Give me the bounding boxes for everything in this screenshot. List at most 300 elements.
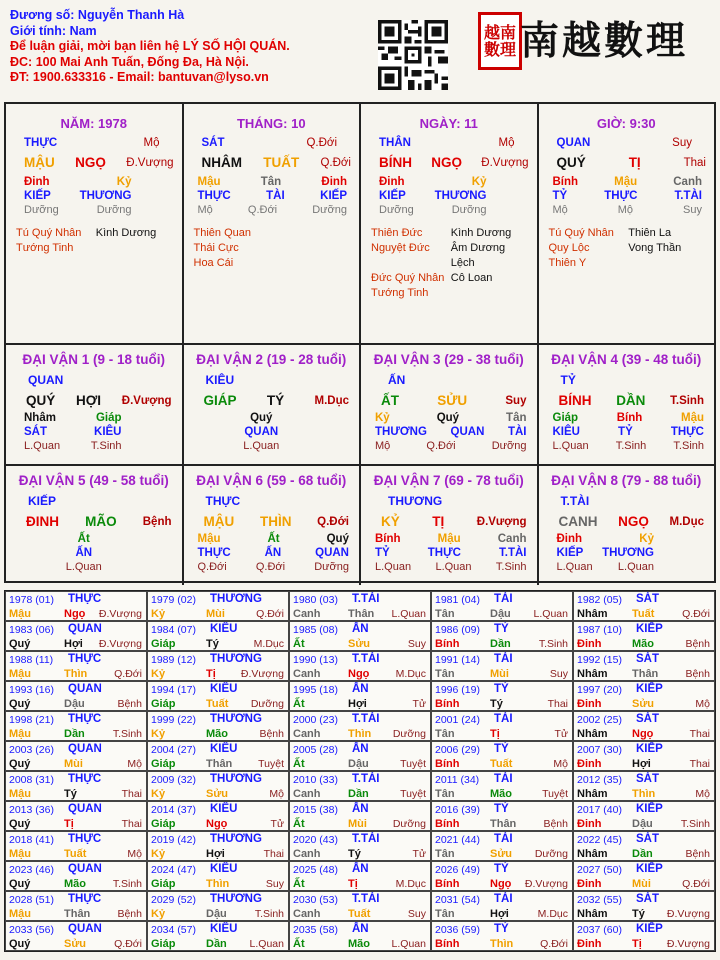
- year-cell: [147, 621, 289, 651]
- year-ten-god: QUAN: [68, 803, 102, 815]
- year-stage: Mộ: [269, 788, 284, 800]
- year-stage: Mộ: [695, 788, 710, 800]
- year-label: 1983 (06): [9, 624, 54, 636]
- hidden-stage: Q.Đới: [197, 561, 227, 573]
- year-ten-god: QUAN: [68, 623, 102, 635]
- year-branch: Sửu: [64, 938, 87, 950]
- hidden-god: THỰC: [427, 547, 461, 559]
- year-stem: Đinh: [577, 938, 602, 950]
- dai-van-stem-branch: [539, 393, 715, 408]
- year-cell: [573, 861, 715, 891]
- year-stage: Dưỡng: [392, 818, 426, 830]
- year-label: 2024 (47): [151, 864, 196, 876]
- hidden-stage: Dưỡng: [451, 204, 487, 216]
- hidden-stage: T.Sinh: [673, 440, 704, 452]
- year-ten-god: TỶ: [494, 683, 509, 695]
- year-stage: Bệnh: [117, 698, 142, 710]
- year-stem: Tân: [435, 728, 455, 740]
- year-ten-god: KIÊU: [210, 803, 238, 815]
- year-ten-god: THỰC: [68, 833, 102, 845]
- hidden-god: THƯƠNG: [375, 426, 427, 438]
- hidden-stems: [539, 176, 715, 188]
- year-branch: Tuất: [64, 848, 87, 860]
- year-label: 2036 (59): [435, 924, 480, 936]
- year-label: 2009 (32): [151, 774, 196, 786]
- ten-god-row: [184, 137, 360, 149]
- hidden-stage: T.Sinh: [90, 440, 122, 452]
- hidden-god: ẤN: [75, 547, 93, 559]
- year-label: 2003 (26): [9, 744, 54, 756]
- year-cell: [431, 681, 573, 711]
- hidden-stems: [6, 533, 182, 546]
- year-branch: Tuất: [632, 608, 655, 620]
- year-label: 2019 (42): [151, 834, 196, 846]
- year-ten-god: THƯƠNG: [210, 713, 262, 725]
- year-cell: [5, 651, 147, 681]
- year-cell: [431, 801, 573, 831]
- year-branch: Tý: [632, 908, 645, 920]
- year-label: 1987 (10): [577, 624, 622, 636]
- year-ten-god: KIÊU: [210, 623, 238, 635]
- branch-stage: Đ.Vượng: [126, 156, 174, 169]
- heavenly-stem: QUÝ: [556, 155, 586, 170]
- year-branch: Mùi: [632, 878, 651, 890]
- hidden-stage: Mộ: [617, 204, 634, 216]
- year-branch: Tuất: [490, 758, 513, 770]
- hidden-stage: L.Quan: [435, 561, 472, 573]
- year-ten-god: KIÊU: [210, 683, 238, 695]
- hidden-stage: Mộ: [197, 204, 213, 216]
- year-cell: [289, 831, 431, 861]
- year-ten-god: SÁT: [636, 833, 659, 845]
- year-branch: Tý: [206, 638, 219, 650]
- star-name: Tú Quý Nhân: [16, 227, 82, 239]
- year-stage: Đ.Vượng: [666, 908, 710, 920]
- year-label: 2017 (40): [577, 804, 622, 816]
- star-name: Thiên Y: [548, 257, 587, 269]
- ten-god: QUAN: [556, 137, 591, 149]
- year-branch: Tuất: [206, 698, 229, 710]
- year-stem: Giáp: [151, 698, 176, 710]
- star-name: [273, 241, 349, 256]
- year-stage: Tuyệt: [542, 788, 568, 800]
- year-branch: Hợi: [206, 848, 225, 860]
- year-stem: Bính: [435, 758, 460, 770]
- year-label: 1998 (21): [9, 714, 54, 726]
- earthly-branch: TỊ: [432, 514, 445, 529]
- year-cell: [5, 711, 147, 741]
- year-branch: Mão: [632, 638, 654, 650]
- year-label: 1991 (14): [435, 654, 480, 666]
- dai-van-title: ĐẠI VẬN 6 (59 - 68 tuổi): [196, 473, 347, 488]
- heavenly-stem: KỶ: [381, 514, 400, 529]
- year-ten-god: T.TÀI: [352, 653, 380, 665]
- branch-stage: Bệnh: [142, 515, 172, 528]
- hidden-god: QUAN: [244, 426, 279, 438]
- year-label: 1979 (02): [151, 594, 196, 606]
- year-stem: Mậu: [9, 728, 31, 740]
- year-label: 1985 (08): [293, 624, 338, 636]
- year-cell: [431, 831, 573, 861]
- year-label: 2032 (55): [577, 894, 622, 906]
- year-stage: Tuyệt: [400, 758, 426, 770]
- dai-van-stem-branch: [6, 514, 182, 529]
- year-cell: [573, 921, 715, 951]
- year-branch: Mão: [490, 788, 512, 800]
- year-stage: Thai: [121, 788, 142, 800]
- year-stem: Giáp: [151, 878, 176, 890]
- dai-van-title: ĐẠI VẬN 1 (9 - 18 tuổi): [22, 352, 165, 367]
- year-branch: Tý: [348, 848, 361, 860]
- branch-stage: T.Sinh: [670, 394, 704, 407]
- year-cell: [431, 621, 573, 651]
- year-label: 2034 (57): [151, 924, 196, 936]
- branch-stage: Q.Đới: [317, 515, 349, 528]
- hidden-god: QUAN: [450, 426, 485, 438]
- hidden-god: THƯƠNG: [602, 547, 654, 559]
- year-branch: Tị: [206, 668, 216, 680]
- hidden-gods: [184, 190, 360, 202]
- year-ten-god: TỶ: [494, 623, 509, 635]
- year-cell: [289, 861, 431, 891]
- year-stem: Canh: [293, 728, 321, 740]
- hidden-god: THỰC: [197, 190, 231, 202]
- year-stage: L.Quan: [249, 938, 284, 950]
- year-branch: Dậu: [206, 908, 227, 920]
- year-stage: Mộ: [695, 698, 710, 710]
- year-stem: Kỷ: [151, 728, 166, 740]
- year-branch: Thân: [206, 758, 233, 770]
- hidden-stem: Quý: [436, 412, 460, 424]
- year-stem: Tân: [435, 608, 455, 620]
- year-cell: [5, 921, 147, 951]
- year-ten-god: TỶ: [494, 863, 509, 875]
- hidden-stage: Dưỡng: [96, 204, 132, 216]
- qr-code-icon[interactable]: [378, 20, 448, 90]
- year-cell: [573, 651, 715, 681]
- hidden-stage: Q.Đới: [255, 561, 286, 573]
- dai-van-stem-branch: [6, 393, 182, 408]
- year-stem: Canh: [293, 668, 321, 680]
- year-label: 2031 (54): [435, 894, 480, 906]
- stem-branch-row: [6, 155, 182, 170]
- year-label: 2035 (58): [293, 924, 338, 936]
- hidden-stage: Q.Đới: [426, 440, 456, 452]
- hidden-god: TỶ: [552, 190, 568, 202]
- year-stem: Kỷ: [151, 668, 166, 680]
- year-stem: Tân: [435, 908, 455, 920]
- hidden-stages: [184, 204, 360, 216]
- dai-van-8: [539, 466, 715, 585]
- year-ten-god: THƯƠNG: [210, 593, 262, 605]
- earthly-branch: SỬU: [437, 393, 468, 408]
- year-branch: Mùi: [64, 758, 83, 770]
- year-label: 1989 (12): [151, 654, 196, 666]
- year-cell: [5, 681, 147, 711]
- year-stem: Kỷ: [151, 788, 166, 800]
- pillar-title: GIỜ: 9:30: [596, 116, 656, 131]
- year-stage: Bệnh: [543, 818, 568, 830]
- hidden-stages: [184, 561, 360, 574]
- dai-van-stem-branch: [361, 393, 537, 408]
- year-branch: Tị: [64, 818, 74, 830]
- ten-god: ẤN: [388, 373, 406, 387]
- earthly-branch: NGỌ: [75, 155, 106, 170]
- hidden-stems: [361, 176, 537, 188]
- year-label: 2007 (30): [577, 744, 622, 756]
- year-stage: T.Sinh: [112, 878, 142, 890]
- hidden-god: KIẾP: [320, 190, 347, 202]
- year-stem: Tân: [435, 788, 455, 800]
- hidden-stems: [361, 533, 537, 546]
- year-label: 1997 (20): [577, 684, 622, 696]
- year-stem: Tân: [435, 668, 455, 680]
- star-name: Thiên Quan: [193, 227, 251, 239]
- year-branch: Hợi: [490, 908, 509, 920]
- hidden-stages: [6, 204, 182, 216]
- year-branch: Sửu: [348, 638, 371, 650]
- year-cell: [289, 741, 431, 771]
- year-branch: Tý: [490, 698, 503, 710]
- year-stage: L.Quan: [391, 608, 426, 620]
- stem-branch-row: [184, 155, 360, 170]
- year-stem: Ất: [293, 698, 305, 710]
- dai-van-god: [361, 494, 537, 508]
- year-stem: Quý: [9, 638, 31, 650]
- hidden-stage: L.Quan: [243, 440, 280, 452]
- year-stage: Tuyệt: [400, 788, 426, 800]
- year-stage: Q.Đới: [540, 938, 568, 950]
- year-branch: Dần: [632, 848, 653, 860]
- year-ten-god: TÀI: [494, 713, 513, 725]
- stem-stage: Mộ: [498, 137, 515, 149]
- pillar-title: THÁNG: 10: [236, 116, 306, 131]
- earthly-branch: NGỌ: [618, 514, 649, 529]
- year-cell: [147, 711, 289, 741]
- hidden-stage: Q.Đới: [247, 204, 278, 216]
- year-branch: Thìn: [490, 938, 514, 950]
- year-label: 2004 (27): [151, 744, 196, 756]
- year-stage: Tử: [412, 698, 426, 710]
- year-branch: Dậu: [632, 818, 653, 830]
- star-list: [6, 226, 182, 256]
- year-branch: Hợi: [64, 638, 83, 650]
- hidden-stage: L.Quan: [617, 561, 654, 573]
- year-branch: Hợi: [632, 758, 651, 770]
- year-stem: Kỷ: [151, 908, 166, 920]
- year-stem: Nhâm: [577, 848, 608, 860]
- year-stem: Mậu: [9, 908, 31, 920]
- hidden-stem: Bính: [375, 533, 401, 545]
- hidden-stem: Mậu: [437, 533, 461, 545]
- hidden-stem: Mậu: [614, 176, 638, 188]
- hidden-gods: [539, 547, 715, 560]
- year-stem: Nhâm: [577, 908, 608, 920]
- year-stage: Q.Đới: [256, 608, 284, 620]
- year-cell: [289, 651, 431, 681]
- hidden-stem: Nhâm: [24, 412, 56, 424]
- star-name: [451, 286, 527, 301]
- heavenly-stem: ẤT: [381, 393, 399, 408]
- year-stem: Đinh: [577, 758, 602, 770]
- hidden-god: THỰC: [670, 426, 704, 438]
- hidden-stem: Kỷ: [116, 176, 132, 188]
- year-branch: Mão: [206, 728, 228, 740]
- year-label: 1982 (05): [577, 594, 622, 606]
- star-name: Thiên La: [628, 227, 672, 239]
- year-label: 2020 (43): [293, 834, 338, 846]
- star-name: [628, 256, 704, 271]
- hidden-stage: Dưỡng: [314, 561, 349, 573]
- year-stem: Nhâm: [577, 608, 608, 620]
- star-name: Đức Quý Nhân: [371, 272, 445, 284]
- year-stem: Đinh: [577, 818, 602, 830]
- hidden-gods: [361, 190, 537, 202]
- year-branch: Tị: [632, 938, 642, 950]
- year-stem: Nhâm: [577, 668, 608, 680]
- year-cell: [573, 711, 715, 741]
- owner-name: Đương số: Nguyễn Thanh Hà: [10, 8, 185, 22]
- dai-van-1: [6, 345, 184, 464]
- year-ten-god: KIẾP: [636, 863, 663, 875]
- dai-van-god: [361, 373, 537, 387]
- year-stage: Tử: [270, 818, 284, 830]
- hidden-stage: T.Sinh: [615, 440, 647, 452]
- year-stem: Mậu: [9, 848, 31, 860]
- year-ten-god: KIÊU: [210, 743, 238, 755]
- hidden-stages: [539, 561, 715, 574]
- star-name: Thiên Đức: [371, 227, 423, 239]
- year-label: 2028 (51): [9, 894, 54, 906]
- year-ten-god: T.TÀI: [352, 593, 380, 605]
- year-cell: [431, 711, 573, 741]
- star-name: [273, 256, 349, 271]
- star-name: Hoa Cái: [193, 257, 234, 269]
- star-name: Kình Dương: [450, 227, 512, 239]
- dai-van-row-2: [6, 466, 714, 585]
- year-ten-god: TÀI: [494, 653, 513, 665]
- heavenly-stem: ĐINH: [26, 514, 59, 529]
- hidden-stages: [361, 204, 537, 216]
- year-cell: [289, 921, 431, 951]
- year-ten-god: TỶ: [494, 923, 509, 935]
- ten-god-row: [539, 137, 715, 149]
- hidden-gods: [361, 426, 537, 439]
- year-stage: T.Sinh: [680, 818, 710, 830]
- hidden-stems: [361, 412, 537, 425]
- heavenly-stem: NHÂM: [201, 155, 242, 170]
- year-label: 2006 (29): [435, 744, 480, 756]
- dai-van-god: [184, 373, 360, 387]
- year-stem: Giáp: [151, 818, 176, 830]
- hidden-stems: [6, 412, 182, 425]
- heavenly-stem: MẬU: [203, 514, 235, 529]
- star-name: [96, 241, 172, 256]
- hidden-god: TÀI: [507, 426, 527, 438]
- earthly-branch: TỊ: [628, 155, 641, 170]
- pillar-4: [539, 104, 715, 343]
- year-cell: [147, 891, 289, 921]
- year-stem: Đinh: [577, 638, 602, 650]
- year-label: 2005 (28): [293, 744, 338, 756]
- year-stem: Canh: [293, 848, 321, 860]
- hidden-stage: L.Quan: [375, 561, 412, 573]
- year-branch: Thìn: [206, 878, 230, 890]
- seal-stamp: [478, 12, 522, 70]
- year-stem: Bính: [435, 698, 460, 710]
- year-branch: Thân: [632, 668, 659, 680]
- year-cell: [147, 831, 289, 861]
- ten-god: SÁT: [201, 137, 225, 149]
- year-stem: Giáp: [151, 758, 176, 770]
- year-stage: L.Quan: [391, 938, 426, 950]
- year-cell: [5, 861, 147, 891]
- hidden-god: KIÊU: [94, 426, 122, 438]
- year-label: 2025 (48): [293, 864, 338, 876]
- star-name: Tướng Tinh: [371, 287, 429, 299]
- hidden-stem: Kỷ: [471, 176, 487, 188]
- year-ten-god: THƯƠNG: [210, 773, 262, 785]
- year-ten-god: T.TÀI: [352, 833, 380, 845]
- star-list: [361, 226, 537, 301]
- year-stem: Kỷ: [151, 848, 166, 860]
- birth-chart: [4, 102, 716, 583]
- year-stage: Thai: [547, 698, 568, 710]
- stem-stage: Q.Đới: [306, 137, 337, 149]
- year-label: 2022 (45): [577, 834, 622, 846]
- dai-van-title: ĐẠI VẬN 3 (29 - 38 tuổi): [373, 352, 524, 367]
- year-stage: M.Dục: [253, 638, 284, 650]
- year-stage: Bệnh: [117, 908, 142, 920]
- year-stem: Quý: [9, 758, 31, 770]
- year-cell: [147, 681, 289, 711]
- year-stem: Quý: [9, 818, 31, 830]
- year-cell: [5, 591, 147, 621]
- hidden-stem: Đinh: [24, 176, 50, 188]
- year-ten-god: ẤN: [352, 923, 369, 935]
- year-cell: [431, 921, 573, 951]
- year-cell: [431, 651, 573, 681]
- year-stage: M.Dục: [395, 878, 426, 890]
- year-label: 2000 (23): [293, 714, 338, 726]
- hidden-stem: Tân: [506, 412, 527, 424]
- year-ten-god: ẤN: [352, 803, 369, 815]
- year-stem: Giáp: [151, 938, 176, 950]
- year-cell: [573, 681, 715, 711]
- hidden-god: THỰC: [604, 190, 638, 202]
- year-stem: Ất: [293, 818, 305, 830]
- dai-van-4: [539, 345, 715, 464]
- year-ten-god: THỰC: [68, 893, 102, 905]
- year-cell: [431, 591, 573, 621]
- dai-van-title: ĐẠI VẬN 5 (49 - 58 tuổi): [18, 473, 169, 488]
- year-branch: Mão: [64, 878, 86, 890]
- dai-van-3: [361, 345, 539, 464]
- year-stage: Dưỡng: [392, 728, 426, 740]
- year-ten-god: TỶ: [494, 803, 509, 815]
- year-cell: [431, 741, 573, 771]
- year-label: 2012 (35): [577, 774, 622, 786]
- hidden-stems: [184, 533, 360, 546]
- ten-god: THÂN: [379, 137, 411, 149]
- pillar-title: NĂM: 1978: [60, 116, 127, 131]
- year-ten-god: THỰC: [68, 653, 102, 665]
- dai-van-god: [539, 373, 715, 387]
- year-stage: Bệnh: [685, 848, 710, 860]
- year-cell: [5, 831, 147, 861]
- year-stage: M.Dục: [395, 668, 426, 680]
- year-cell: [5, 741, 147, 771]
